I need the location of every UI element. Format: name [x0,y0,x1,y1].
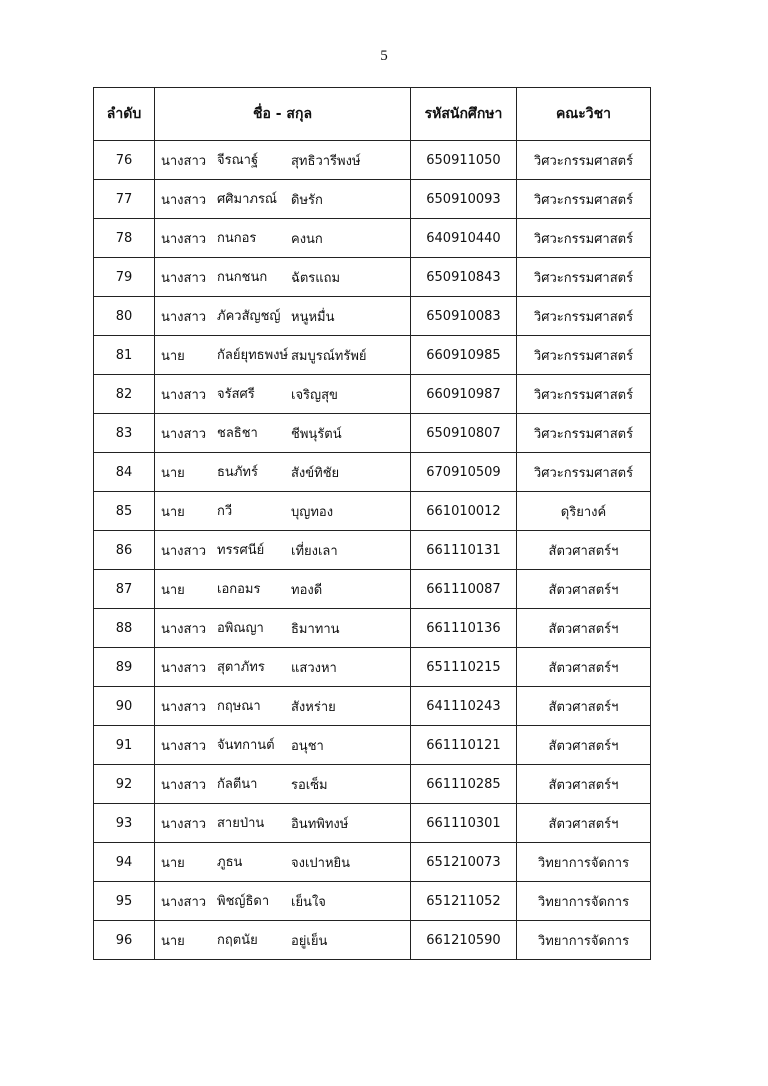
last-name: ธิมาทาน [291,621,340,637]
row-number: 84 [94,453,155,492]
faculty: วิศวะกรรมศาสตร์ [517,219,651,258]
first-name: กวี [217,503,233,519]
student-id: 661010012 [411,492,517,531]
full-name-cell [155,141,411,180]
student-id: 650910093 [411,180,517,219]
full-name-cell [155,687,411,726]
faculty: วิศวะกรรมศาสตร์ [517,414,651,453]
first-name: กฤษณา [217,698,261,714]
first-name: พิชญ์ธิดา [217,893,270,909]
row-number: 85 [94,492,155,531]
name-prefix: นางสาว [161,894,207,910]
full-name-cell [155,726,411,765]
student-id: 650910083 [411,297,517,336]
row-number: 94 [94,843,155,882]
faculty: ดุริยางค์ [517,492,651,531]
first-name: จันทกานต์ [217,737,275,753]
faculty: วิทยาการจัดการ [517,882,651,921]
faculty: สัตวศาสตร์ฯ [517,609,651,648]
faculty: สัตวศาสตร์ฯ [517,765,651,804]
last-name: บุญทอง [291,504,334,520]
last-name: จงเปาหยิน [291,855,351,871]
table-row [94,531,651,570]
full-name-cell [155,414,411,453]
student-id: 670910509 [411,453,517,492]
faculty: สัตวศาสตร์ฯ [517,648,651,687]
row-number: 86 [94,531,155,570]
name-prefix: นางสาว [161,660,207,676]
row-number: 76 [94,141,155,180]
student-id: 661210590 [411,921,517,960]
faculty: วิศวะกรรมศาสตร์ [517,141,651,180]
name-prefix: นางสาว [161,621,207,637]
last-name: สังข์ทิชัย [291,465,340,481]
student-id: 640910440 [411,219,517,258]
last-name: อยู่เย็น [291,933,328,949]
row-number: 77 [94,180,155,219]
last-name: ทองดี [291,582,323,598]
table-row [94,180,651,219]
faculty: สัตวศาสตร์ฯ [517,531,651,570]
last-name: ดิษรัก [291,192,323,208]
last-name: ชีพนุรัตน์ [291,426,342,442]
full-name-cell [155,336,411,375]
student-id: 661110131 [411,531,517,570]
name-prefix: นางสาว [161,543,207,559]
last-name: เที่ยงเลา [291,543,338,559]
first-name: กนกอร [217,230,257,246]
faculty: วิศวะกรรมศาสตร์ [517,297,651,336]
faculty: สัตวศาสตร์ฯ [517,687,651,726]
table-row [94,765,651,804]
table-row [94,687,651,726]
name-prefix: นางสาว [161,309,207,325]
table-row [94,297,651,336]
student-id: 661110121 [411,726,517,765]
first-name: ภัควสัญชญ์ [217,308,281,324]
full-name-cell [155,843,411,882]
row-number: 93 [94,804,155,843]
name-prefix: นาย [161,348,185,364]
first-name: ชลธิชา [217,425,258,441]
faculty: สัตวศาสตร์ฯ [517,804,651,843]
first-name: ศศิมาภรณ์ [217,191,277,207]
full-name-cell [155,258,411,297]
header-faculty: คณะวิชา [517,88,651,141]
student-id: 651110215 [411,648,517,687]
table-row [94,336,651,375]
table-row [94,219,651,258]
table-row [94,804,651,843]
first-name: กัลย์ยุทธพงษ์ [217,347,289,363]
header-student-id: รหัสนักศึกษา [411,88,517,141]
table-row [94,414,651,453]
last-name: สมบูรณ์ทรัพย์ [291,348,367,364]
table-header-row [94,88,651,141]
first-name: กนกชนก [217,269,268,285]
full-name-cell [155,921,411,960]
table-row [94,609,651,648]
full-name-cell [155,453,411,492]
name-prefix: นางสาว [161,270,207,286]
table-row [94,570,651,609]
name-prefix: นาย [161,465,185,481]
full-name-cell [155,492,411,531]
faculty: วิศวะกรรมศาสตร์ [517,375,651,414]
last-name: หนูหมื่น [291,309,335,325]
full-name-cell [155,648,411,687]
first-name: เอกอมร [217,581,261,597]
faculty: วิศวะกรรมศาสตร์ [517,453,651,492]
row-number: 80 [94,297,155,336]
student-id: 661110285 [411,765,517,804]
name-prefix: นางสาว [161,738,207,754]
name-prefix: นาย [161,933,185,949]
student-id: 651211052 [411,882,517,921]
row-number: 92 [94,765,155,804]
last-name: อนุชา [291,738,324,754]
student-id: 651210073 [411,843,517,882]
table-row [94,141,651,180]
table-row [94,882,651,921]
first-name: ธนภัทร์ [217,464,258,480]
student-id: 660910985 [411,336,517,375]
table-row [94,648,651,687]
row-number: 89 [94,648,155,687]
full-name-cell [155,804,411,843]
table-row [94,492,651,531]
name-prefix: นาย [161,504,185,520]
name-prefix: นางสาว [161,816,207,832]
full-name-cell [155,219,411,258]
student-id: 650910807 [411,414,517,453]
first-name: จรัสศรี [217,386,255,402]
student-id: 661110136 [411,609,517,648]
first-name: อพิณญา [217,620,264,636]
faculty: วิทยาการจัดการ [517,843,651,882]
row-number: 95 [94,882,155,921]
row-number: 83 [94,414,155,453]
student-id: 660910987 [411,375,517,414]
first-name: สายป่าน [217,815,265,831]
first-name: ภูธน [217,854,243,870]
last-name: เย็นใจ [291,894,326,910]
faculty: วิศวะกรรมศาสตร์ [517,336,651,375]
name-prefix: นางสาว [161,777,207,793]
first-name: สุตาภัทร [217,659,265,675]
table-row [94,375,651,414]
name-prefix: นางสาว [161,231,207,247]
first-name: กัลตีนา [217,776,258,792]
full-name-cell [155,531,411,570]
faculty: วิศวะกรรมศาสตร์ [517,258,651,297]
row-number: 87 [94,570,155,609]
name-prefix: นางสาว [161,426,207,442]
student-id: 650911050 [411,141,517,180]
table-row [94,453,651,492]
row-number: 78 [94,219,155,258]
last-name: คงนก [291,231,323,247]
last-name: สุทธิวารีพงษ์ [291,153,361,169]
row-number: 88 [94,609,155,648]
name-prefix: นาย [161,582,185,598]
full-name-cell [155,297,411,336]
name-prefix: นาย [161,855,185,871]
faculty: วิทยาการจัดการ [517,921,651,960]
first-name: ทรรศนีย์ [217,542,265,558]
faculty: สัตวศาสตร์ฯ [517,570,651,609]
last-name: รอเซ็ม [291,777,328,793]
last-name: เจริญสุข [291,387,338,403]
first-name: กฤตนัย [217,932,258,948]
row-number: 81 [94,336,155,375]
student-id: 641110243 [411,687,517,726]
name-prefix: นางสาว [161,192,207,208]
full-name-cell [155,570,411,609]
full-name-cell [155,609,411,648]
full-name-cell [155,765,411,804]
row-number: 91 [94,726,155,765]
last-name: ฉัตรแถม [291,270,341,286]
table-row [94,726,651,765]
student-id: 661110087 [411,570,517,609]
full-name-cell [155,180,411,219]
header-order: ลำดับ [94,88,155,141]
table-row [94,258,651,297]
last-name: อินทพิทงษ์ [291,816,349,832]
table-row [94,921,651,960]
full-name-cell [155,375,411,414]
name-prefix: นางสาว [161,699,207,715]
faculty: สัตวศาสตร์ฯ [517,726,651,765]
student-id: 661110301 [411,804,517,843]
student-id: 650910843 [411,258,517,297]
last-name: สังหร่าย [291,699,336,715]
row-number: 90 [94,687,155,726]
student-table [93,87,651,960]
name-prefix: นางสาว [161,387,207,403]
faculty: วิศวะกรรมศาสตร์ [517,180,651,219]
full-name-cell [155,882,411,921]
page-number: 5 [380,48,388,64]
first-name: จีรณาฐ์ [217,152,259,168]
name-prefix: นางสาว [161,153,207,169]
row-number: 79 [94,258,155,297]
last-name: แสวงหา [291,660,337,676]
header-name: ชื่อ - สกุล [155,88,411,141]
row-number: 96 [94,921,155,960]
table-row [94,843,651,882]
row-number: 82 [94,375,155,414]
